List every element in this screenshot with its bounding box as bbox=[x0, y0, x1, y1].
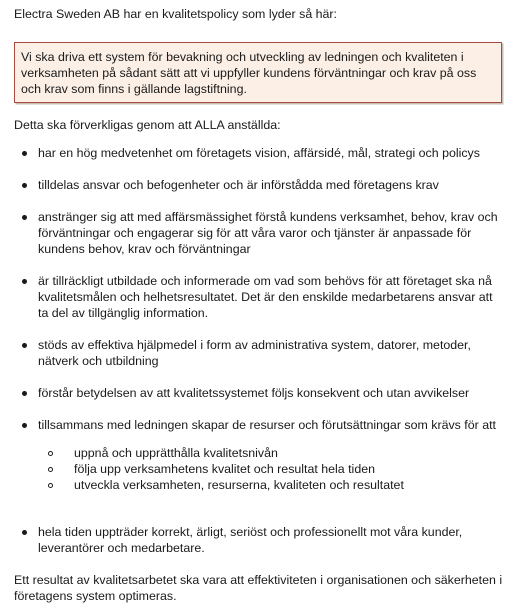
sub-list-item bbox=[38, 461, 506, 477]
list-item-text: tillsammans med ledningen skapar de resurser och förutsättningar som krävs för att bbox=[38, 418, 496, 432]
sub-list-item bbox=[38, 445, 506, 461]
bullet-dot-icon bbox=[22, 151, 27, 156]
bullet-circle-icon bbox=[48, 451, 53, 456]
closing-text: Ett resultat av kvalitetsarbetet ska vara att effektiviteten i organisationen och säkerheten i företagens system optimeras. bbox=[14, 573, 503, 603]
list-item-text: förstår betydelsen av att kvalitetssystemet följs konsekvent och utan avvikelser bbox=[38, 386, 470, 400]
list-item bbox=[14, 177, 506, 193]
sub-list bbox=[38, 445, 506, 493]
list-item-text: stöds av effektiva hjälpmedel i form av administrativa system, datorer, metoder, nätverk och utbildning bbox=[38, 338, 471, 368]
policy-statement-text: Vi ska driva ett system för bevakning och utveckling av ledningen och kvaliteten i verksamheten på sådant sätt att vi uppfyller kundens förväntningar och krav på oss och krav som finns i gällande lagstiftning. bbox=[21, 50, 477, 96]
list-item bbox=[14, 209, 506, 257]
bullet-dot-icon bbox=[22, 423, 27, 428]
document-page bbox=[14, 6, 506, 604]
sub-list-item bbox=[38, 477, 506, 493]
list-item bbox=[14, 145, 506, 161]
list-item-text: tilldelas ansvar och befogenheter och är införstådda med företagens krav bbox=[38, 178, 439, 192]
policy-statement-box bbox=[14, 42, 502, 103]
bullet-dot-icon bbox=[22, 279, 27, 284]
sub-list-item-text: utveckla verksamheten, resurserna, kvaliteten och resultatet bbox=[74, 478, 404, 492]
sub-list-item-text: följa upp verksamhetens kvalitet och resultat hela tiden bbox=[74, 462, 375, 476]
bullet-dot-icon bbox=[22, 183, 27, 188]
list-item bbox=[14, 524, 506, 556]
sub-list-item-text: uppnå och upprätthålla kvalitetsnivån bbox=[74, 446, 278, 460]
list-item bbox=[14, 337, 506, 369]
bullet-dot-icon bbox=[22, 215, 27, 220]
intro-text: Electra Sweden AB har en kvalitetspolicy som lyder så här: bbox=[14, 7, 337, 21]
list-item bbox=[14, 417, 506, 493]
bullet-circle-icon bbox=[48, 467, 53, 472]
list-item bbox=[14, 273, 506, 321]
commitment-list bbox=[14, 145, 506, 556]
list-item-text: är tillräckligt utbildade och informerade om vad som behövs för att företaget ska nå kvalitetsmålen och helhetsresultatet. Det är den enskilde medarbetarens ansvar att ta del av tillgänglig information. bbox=[38, 274, 493, 320]
bullet-dot-icon bbox=[22, 391, 27, 396]
bullet-dot-icon bbox=[22, 530, 27, 535]
list-item bbox=[14, 385, 506, 401]
bullet-circle-icon bbox=[48, 483, 53, 488]
list-item-text: anstränger sig att med affärsmässighet förstå kundens verksamhet, behov, krav och förväntningar och engagerar sig för att våra varor och tjänster är anpassade för kundens behov, krav och förväntningar bbox=[38, 210, 498, 256]
list-item-text: hela tiden uppträder korrekt, ärligt, seriöst och professionellt mot våra kunder, leverantörer och medarbetare. bbox=[38, 525, 463, 555]
bullet-dot-icon bbox=[22, 343, 27, 348]
list-item-text: har en hög medvetenhet om företagets vision, affärsidé, mål, strategi och policys bbox=[38, 146, 480, 160]
lead-text: Detta ska förverkligas genom att ALLA anställda: bbox=[14, 118, 281, 132]
